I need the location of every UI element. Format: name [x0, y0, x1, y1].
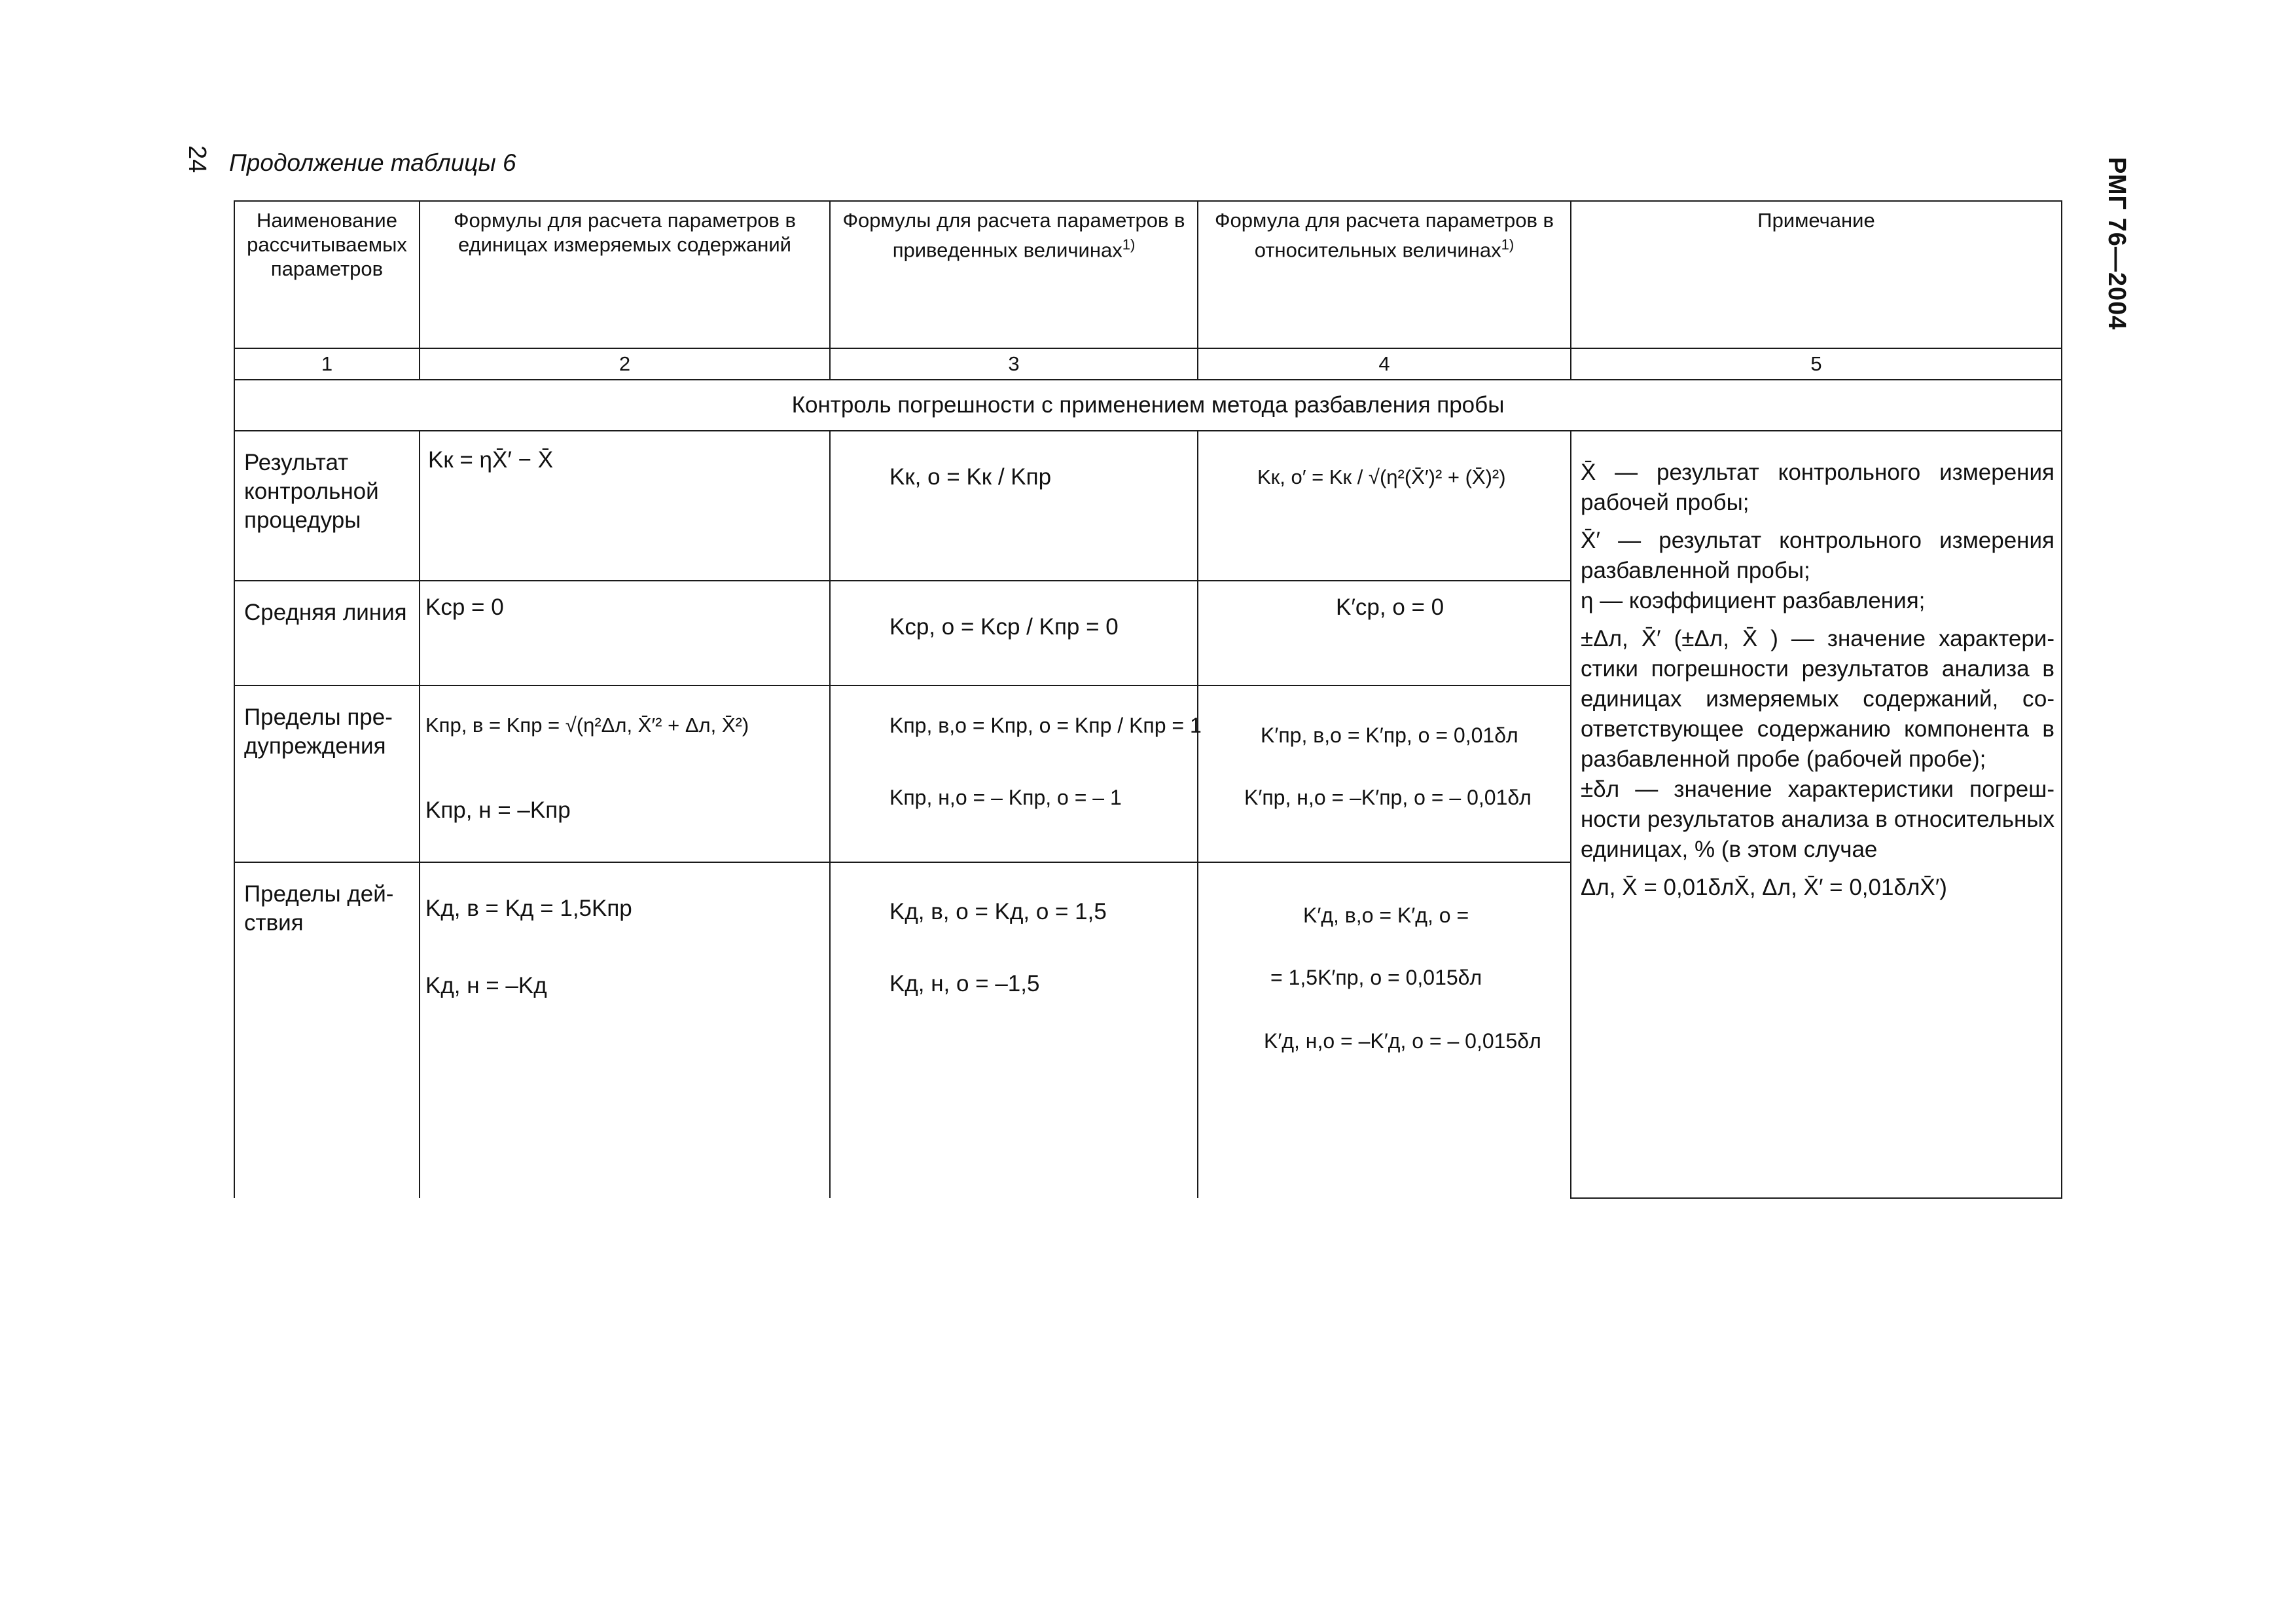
formula: Kд, в = Kд = 1,5Kпр [425, 896, 632, 921]
note-line: η — коэффициент разбавления; [1581, 588, 1926, 613]
formula: K′пр, в,о = K′пр, о = 0,01δл [1261, 723, 1518, 747]
formula: = 1,5K′пр, о = 0,015δл [1270, 966, 1482, 989]
header-col4: Формула для расчета параметров в относительных величинах$^{1)}$ [1198, 201, 1571, 348]
row-name: Результат контрольной процедуры [234, 431, 420, 581]
note-line: ±δл — значение характеристики погрешности результатов анализа в относительных единицах, % (в этом случае [1581, 776, 2054, 862]
table-caption: Продолжение таблицы 6 [229, 149, 516, 176]
formula-cell [830, 862, 1198, 1198]
header-col3: Формулы для расчета параметров в приведенных величинах$^{1)}$ [830, 201, 1198, 348]
formula-cell [420, 862, 830, 1198]
formula: Kк, о = Kк / Kпр [889, 464, 1052, 490]
formula: K′пр, н,о = –K′пр, о = – 0,01δл [1244, 786, 1532, 809]
formula-cell [1198, 581, 1571, 685]
formula: Kпр, в,о = Kпр, о = Kпр / Kпр = 1 [889, 714, 1202, 737]
formula-cell [1198, 685, 1571, 862]
page-number: 24 [183, 145, 211, 173]
formula: Kд, н = –Kд [425, 973, 547, 998]
formula: Kд, в, о = Kд, о = 1,5 [889, 899, 1107, 924]
section-row [234, 380, 2062, 431]
column-number: 4 [1198, 348, 1571, 380]
formula: Kпр, в = Kпр = √(η²Δл, X̄′² + Δл, X̄²) [425, 714, 749, 737]
formula-cell [830, 685, 1202, 862]
formula: Kср, о = Kср / Kпр = 0 [889, 614, 1119, 640]
formula-cell [420, 581, 830, 685]
formula-cell [420, 685, 830, 862]
note-line: ±Δл, X̄′ (±Δл, X̄ ) — значение характеристики погрешности результатов анализа в единицах измеряемых содержаний, соответствующее содержанию компонента в разбавленной пробе (рабочей пробе); [1581, 626, 2054, 772]
formula-cell [1198, 862, 1571, 1198]
note-line: X̄ — результат контрольного измерения рабочей пробы; [1581, 460, 2054, 515]
formula: Kпр, н = –Kпр [425, 797, 571, 823]
formula: Kпр, н,о = – Kпр, о = – 1 [889, 786, 1122, 809]
formula: K′д, н,о = –K′д, о = – 0,015δл [1264, 1029, 1541, 1053]
column-number-row [234, 348, 2062, 380]
column-number: 5 [1571, 348, 2062, 380]
formula: Kк, о′ = Kк / √(η²(X̄′)² + (X̄)²) [1257, 465, 1506, 488]
row-name: Средняя линия [234, 581, 420, 685]
header-col5: Примечание [1571, 201, 2062, 348]
formula: K′д, в,о = K′д, о = [1303, 903, 1469, 927]
header-row [234, 201, 2062, 348]
formula-cell [1198, 431, 1571, 581]
column-number: 3 [830, 348, 1198, 380]
formula: Kср = 0 [425, 594, 504, 620]
formula: Kк = ηX̄′ − X̄ [428, 447, 554, 473]
formula-cell [830, 581, 1198, 685]
row-name: Пределы действия [234, 862, 420, 1198]
table-row [234, 431, 2062, 581]
main-table [234, 200, 2062, 1199]
header-col1: Наименование рассчитываемых параметров [234, 201, 420, 348]
row-name: Пределы предупреждения [234, 685, 420, 862]
note-line: Δл, X̄ = 0,01δлX̄, Δл, X̄′ = 0,01δлX̄′) [1581, 875, 1947, 900]
section-title: Контроль погрешности с применением метода разбавления пробы [234, 380, 2062, 431]
header-col2: Формулы для расчета параметров в единицах измеряемых содержаний [420, 201, 830, 348]
column-number: 2 [420, 348, 830, 380]
document-code: РМГ 76—2004 [2103, 157, 2130, 331]
formula-cell [830, 431, 1198, 581]
formula: K′ср, о = 0 [1336, 594, 1444, 620]
column-number: 1 [234, 348, 420, 380]
formula-cell [420, 431, 830, 581]
formula: Kд, н, о = –1,5 [889, 971, 1040, 996]
note-line: X̄′ — результат контрольного измерения разбавленной пробы; [1581, 528, 2054, 583]
note-cell [1571, 431, 2062, 1198]
